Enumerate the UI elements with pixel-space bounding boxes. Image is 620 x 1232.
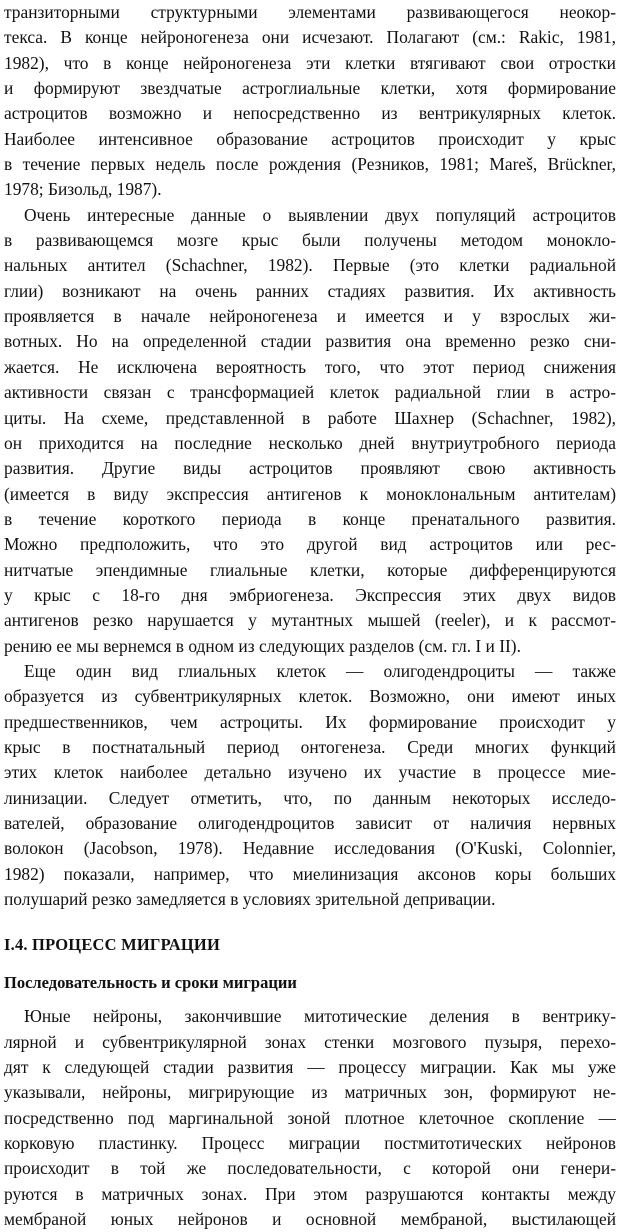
text-line: Можно предположить, что это другой вид астроцитов или рес- [4, 534, 616, 555]
text-line: жается. Не исключена вероятность того, что этот период снижения [4, 356, 616, 377]
paragraph [4, 1004, 616, 1232]
subsection-heading: Последовательность и сроки миграции [4, 973, 297, 993]
text-line: текса. В конце нейроногенеза они исчезают. Полагают (см.: Rakic, 1981, [4, 27, 616, 48]
paragraph [4, 203, 616, 659]
text-line: предшественников, чем астроциты. Их формирование происходит у [4, 711, 616, 732]
text-line: образуется из субвентрикулярных клеток. Возможно, они имеют иных [4, 686, 616, 707]
text-line: нальных антител (Schachner, 1982). Первые (это клетки радиальной [4, 255, 616, 276]
text-line: происходит в той же последовательности, с которой они генери- [4, 1158, 616, 1179]
text-line: в течение первых недель после рождения (Резников, 1981; Mareš, Brückner, [4, 154, 616, 175]
text-line: астроцитов возможно и непосредственно из вентрикулярных клеток. [4, 103, 616, 124]
text-line: вателей, образование олигодендроцитов зависит от наличия нервных [4, 813, 616, 833]
text-line: вотных. Но на определенной стадии развития она временно резко сни- [4, 331, 616, 352]
text-line: этих клеток наиболее детально изучено их участие в процессе мие- [4, 762, 616, 783]
text-line: руются в матричных зонах. При этом разрушаются контакты между [4, 1183, 616, 1204]
paragraph [4, 0, 616, 203]
section [4, 934, 616, 994]
text-line: 1982) показали, например, что миелинизация аксонов коры больших [4, 863, 616, 884]
text-line: Наиболее интенсивное образование астроцитов происходит у крыс [4, 128, 616, 149]
text-line: волокон (Jacobson, 1978). Недавние исследования (O'Kuski, Colonnier, [4, 838, 616, 859]
text-line: Очень интересные данные о выявлении двух популяций астроцитов [24, 204, 616, 225]
text-line: (имеется в виду экспрессия антигенов к моноклональным антителам) [4, 483, 616, 504]
document-page [4, 0, 616, 1232]
text-line: линизации. Следует отметить, что, по данным некоторых исследо- [4, 787, 616, 808]
text-line: указывали, нейроны, мигрирующие из матричных зон, формируют не- [4, 1082, 616, 1103]
section-heading: I.4. ПРОЦЕСС МИГРАЦИИ [4, 935, 220, 955]
text-line: мембраной юных нейронов и основной мембраной, выстилающей [4, 1209, 616, 1230]
text-line: в развивающемся мозге крыс были получены методом моноклo- [4, 230, 616, 251]
text-line: активности связан с трансформацией клеток радиальной глии в астро- [4, 382, 616, 403]
paragraph [4, 659, 616, 912]
text-line: Юные нейроны, закончившие митотические деления в вентрику- [24, 1006, 616, 1027]
text-line: корковую пластинку. Процесс миграции постмитотических нейронов [4, 1133, 616, 1154]
text-line: циты. На схеме, представленной в работе Шахнер (Schachner, 1982), [4, 407, 616, 428]
text-line: 1978; Бизольд, 1987). [4, 179, 162, 200]
text-line: Еще один вид глиальных клеток — олигодендроциты — также [24, 660, 616, 681]
text-line: и формируют звездчатые астроглиальные клетки, хотя формирование [4, 78, 616, 99]
text-line: 1982), что в конце нейроногенеза эти клетки втягивают свои отростки [4, 52, 616, 73]
text-line: развития. Другие виды астроцитов проявляют свою активность [4, 458, 616, 479]
text-line: глии) возникают на очень ранних стадиях развития. Их активность [4, 280, 616, 301]
text-line: проявляется в начале нейроногенеза и имеется и у взрослых жи- [4, 306, 616, 327]
text-line: рению ее мы вернемся в одном из следующих разделов (см. гл. I и II). [4, 635, 521, 656]
text-line: нитчатые эпендимные глиальные клетки, которые дифференцируются [4, 559, 616, 580]
text-line: дят к следующей стадии развития — процессу миграции. Как мы уже [4, 1057, 616, 1078]
text-line: транзиторными структурными элементами развивающегося неокор- [4, 2, 616, 22]
text-line: посредственно под маргинальной зоной плотное клеточное скопление — [4, 1107, 616, 1128]
text-line: в течение короткого периода в конце пренатального развития. [4, 508, 616, 529]
text-line: у крыс с 18-го дня эмбриогенеза. Экспрессия этих двух видов [4, 584, 616, 605]
text-line: лярной и субвентрикулярной зонах стенки мозгового пузыря, перехо- [4, 1031, 616, 1052]
text-line: крыс в постнатальный период онтогенеза. Среди многих функций [4, 736, 616, 757]
text-line: антигенов резко нарушается у мутантных мышей (reeler), и к рассмот- [4, 610, 616, 631]
text-line: он приходится на последние несколько дней внутриутробного периода [4, 432, 616, 453]
text-line: полушарий резко замедляется в условиях зрительной депривации. [4, 889, 496, 910]
